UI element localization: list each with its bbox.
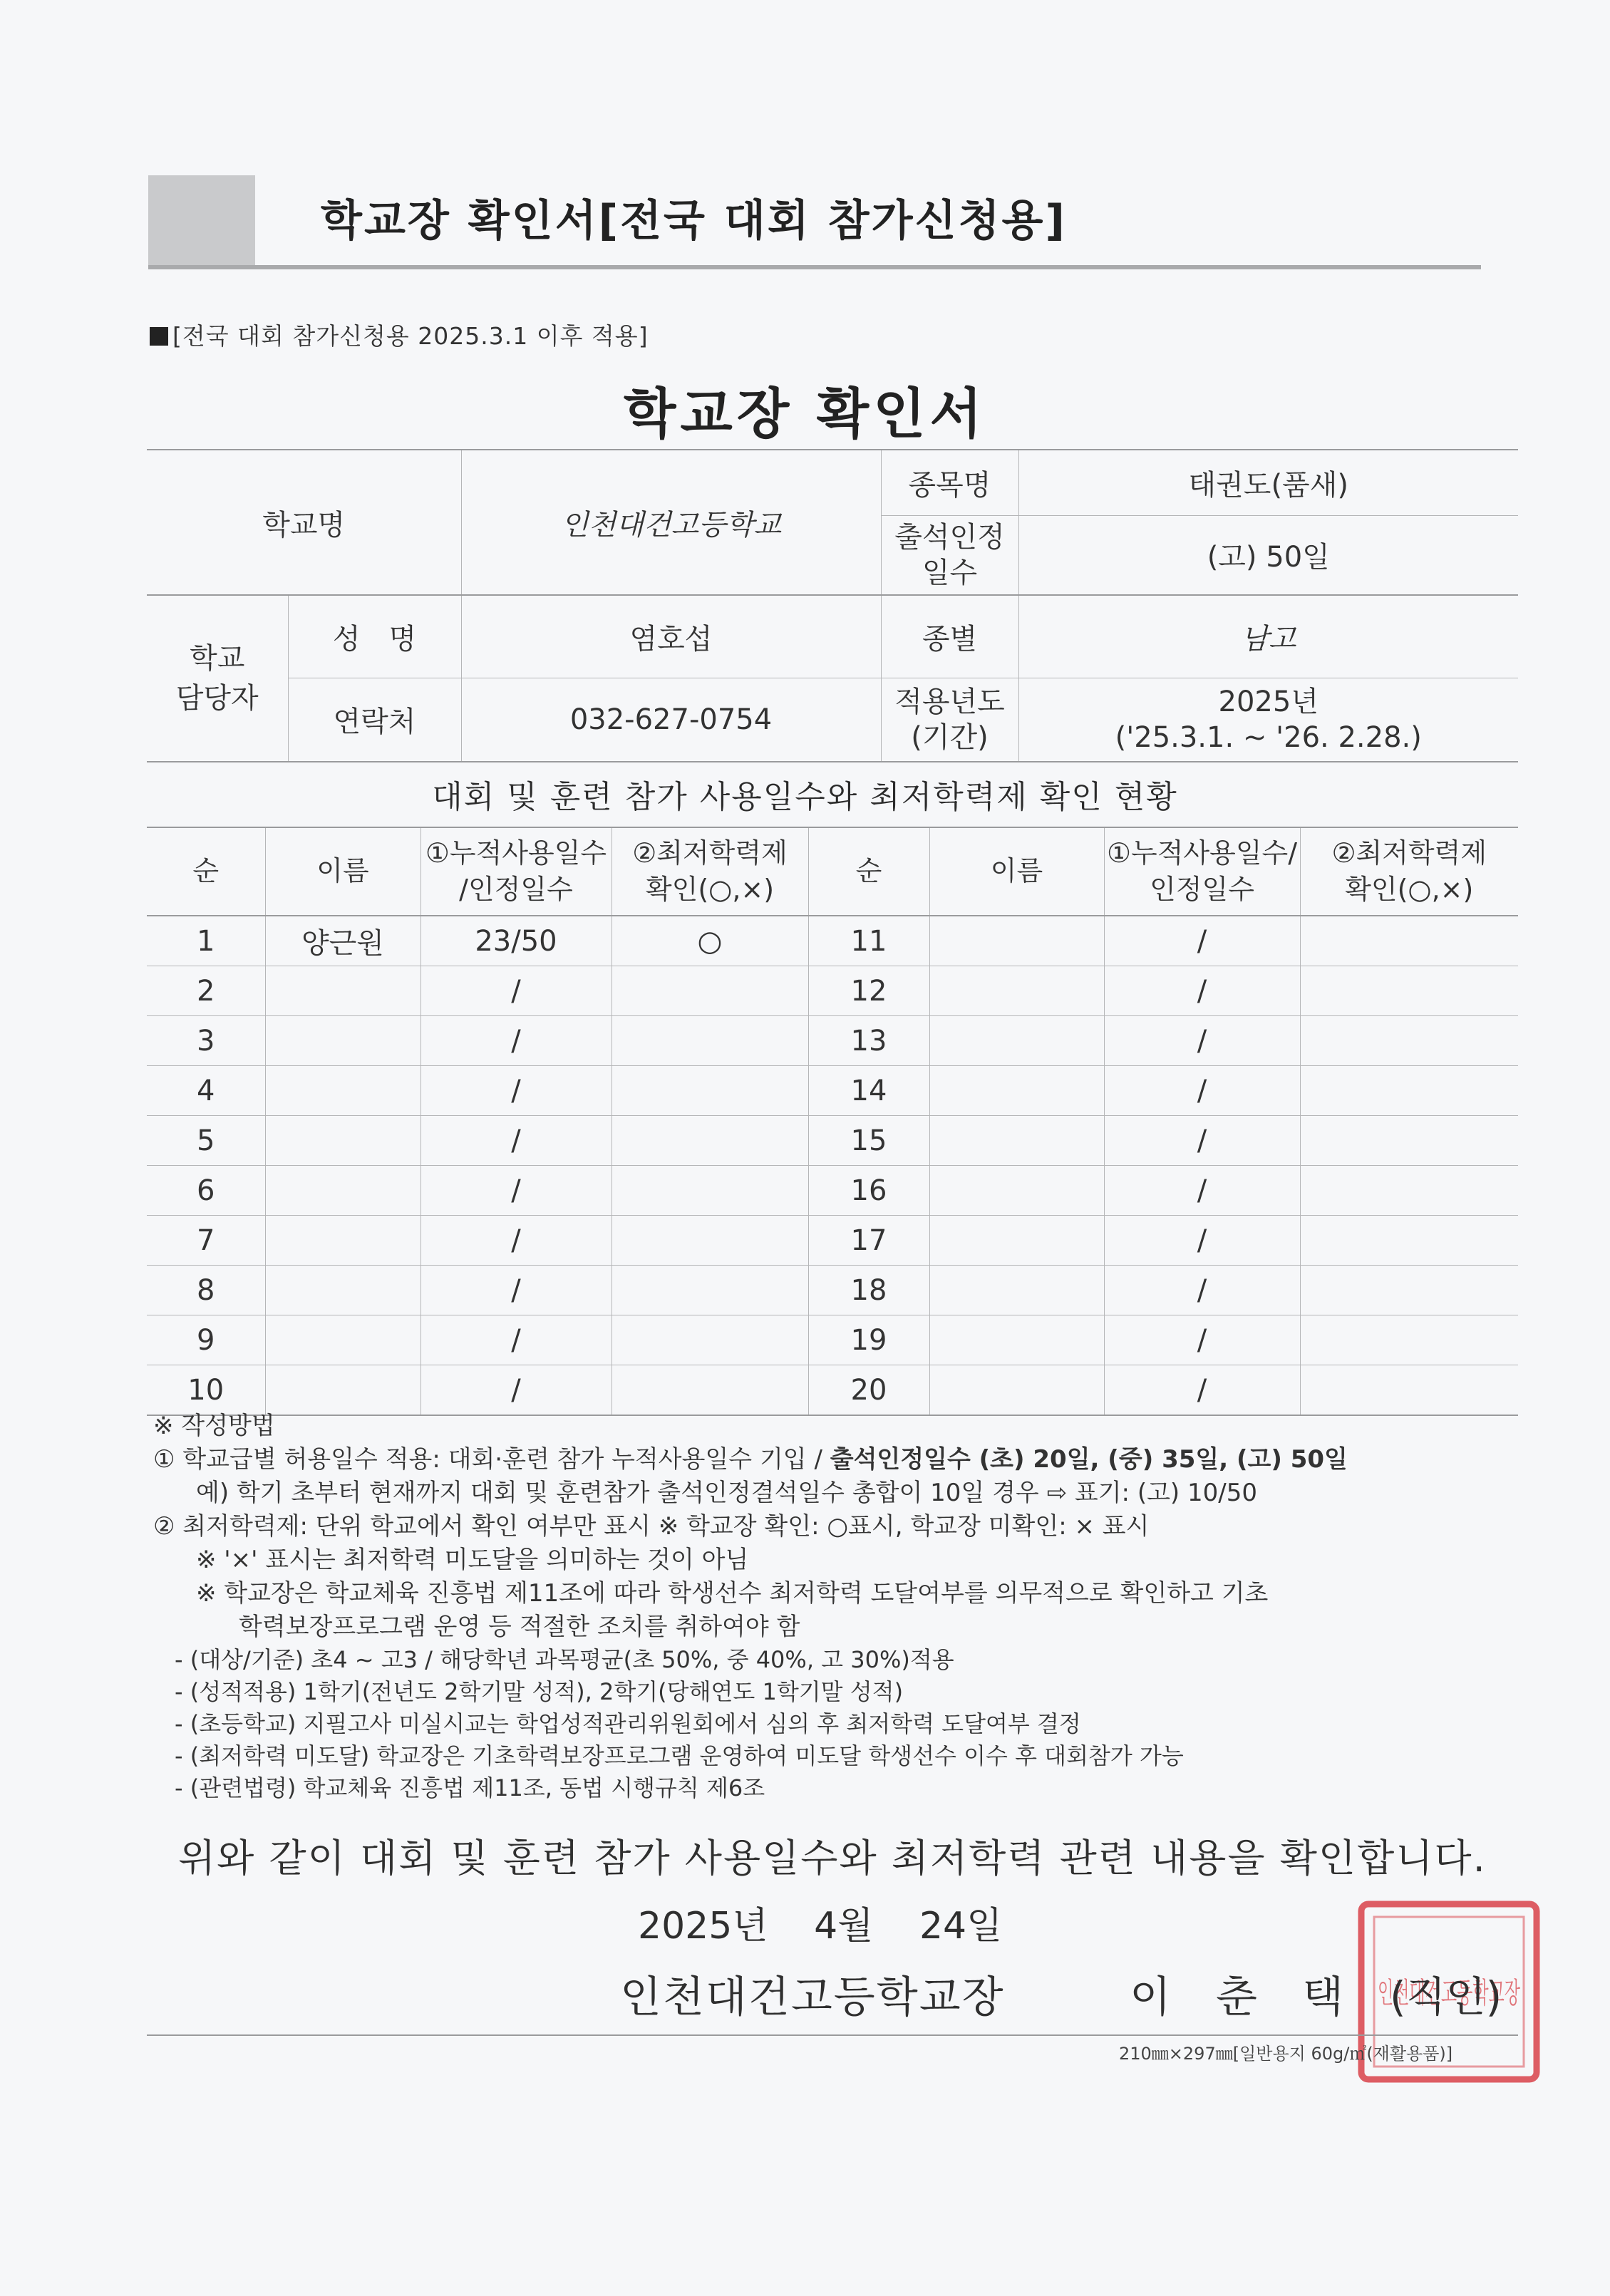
phone-value: 032-627-0754 bbox=[461, 678, 881, 762]
row-no: 4 bbox=[147, 1066, 265, 1116]
row-days-2: / bbox=[1104, 966, 1300, 1016]
notes-heading: ※ 작성방법 bbox=[153, 1412, 275, 1440]
col-days-2: ①누적사용일수/ 인정일수 bbox=[1104, 827, 1300, 916]
row-no: 8 bbox=[147, 1266, 265, 1315]
note-1-bold: 출석인정일수 (초) 20일, (중) 35일, (고) 50일 bbox=[830, 1445, 1348, 1474]
detail-5: - (관련법령) 학교체육 진흥법 제11조, 동법 시행규칙 제6조 bbox=[175, 1774, 765, 1801]
row-check-2 bbox=[1300, 1315, 1518, 1365]
row-name-2 bbox=[929, 1016, 1104, 1066]
participant-table bbox=[147, 827, 1518, 1416]
row-days-2: / bbox=[1104, 1166, 1300, 1216]
row-name-2 bbox=[929, 1166, 1104, 1216]
table-row bbox=[147, 1166, 1518, 1216]
table-row bbox=[147, 1016, 1518, 1066]
row-no: 5 bbox=[147, 1116, 265, 1166]
row-no-2: 11 bbox=[808, 916, 929, 966]
row-name bbox=[265, 966, 420, 1016]
row-no-2: 16 bbox=[808, 1166, 929, 1216]
row-no: 1 bbox=[147, 916, 265, 966]
col-no: 순 bbox=[147, 827, 265, 916]
row-check bbox=[612, 966, 808, 1016]
row-name-2 bbox=[929, 1216, 1104, 1266]
table-row bbox=[147, 1066, 1518, 1116]
row-days: / bbox=[420, 1066, 612, 1116]
row-days-2: / bbox=[1104, 916, 1300, 966]
event-value: 태권도(품새) bbox=[1018, 450, 1518, 515]
row-name bbox=[265, 1216, 420, 1266]
apply-note-text: [전국 대회 참가신청용 2025.3.1 이후 적용] bbox=[172, 322, 649, 350]
note-4-cont: 학력보장프로그램 운영 등 적절한 조치를 취하여야 함 bbox=[239, 1613, 800, 1641]
note-1 bbox=[153, 1443, 1507, 1477]
signer-title: 인천대건고등학교장 bbox=[620, 1972, 1005, 2022]
row-check-2 bbox=[1300, 1216, 1518, 1266]
row-check bbox=[612, 1066, 808, 1116]
instructions bbox=[153, 1410, 1507, 1804]
row-no-2: 18 bbox=[808, 1266, 929, 1315]
row-name-2 bbox=[929, 1365, 1104, 1416]
table-row bbox=[147, 1266, 1518, 1315]
row-name bbox=[265, 1266, 420, 1315]
row-check bbox=[612, 1216, 808, 1266]
note-1-example: 예) 학기 초부터 현재까지 대회 및 훈련참가 출석인정결석일수 총합이 10일 경우 ⇨ 표기: (고) 10/50 bbox=[196, 1479, 1257, 1507]
header-gray-block bbox=[148, 175, 255, 267]
row-name-2 bbox=[929, 1266, 1104, 1315]
row-days: / bbox=[420, 1166, 612, 1216]
paper-spec: 210㎜×297㎜[일반용지 60g/㎡(재활용품)] bbox=[1119, 2044, 1453, 2064]
row-name bbox=[265, 1066, 420, 1116]
row-days: / bbox=[420, 1315, 612, 1365]
note-2: ② 최저학력제: 단위 학교에서 확인 여부만 표시 ※ 학교장 확인: ○표시, 학교장 미확인: × 표시 bbox=[153, 1512, 1150, 1541]
col-name: 이름 bbox=[265, 827, 420, 916]
name-value: 염호섭 bbox=[461, 595, 881, 678]
year-label: 적용년도 (기간) bbox=[881, 678, 1018, 762]
row-no-2: 17 bbox=[808, 1216, 929, 1266]
row-name-2 bbox=[929, 966, 1104, 1016]
col-days: ①누적사용일수 /인정일수 bbox=[420, 827, 612, 916]
row-check-2 bbox=[1300, 1116, 1518, 1166]
school-label: 학교명 bbox=[147, 450, 461, 595]
type-value: 남고 bbox=[1018, 595, 1518, 678]
row-days: / bbox=[420, 1365, 612, 1416]
note-3: ※ '×' 표시는 최저학력 미도달을 의미하는 것이 아님 bbox=[196, 1546, 749, 1574]
type-label: 종별 bbox=[881, 595, 1018, 678]
detail-3: - (초등학교) 지필고사 미실시교는 학업성적관리위원회에서 심의 후 최저학력 도달여부 결정 bbox=[175, 1710, 1081, 1737]
year-value: 2025년 ('25.3.1. ~ '26. 2.28.) bbox=[1018, 678, 1518, 762]
row-name bbox=[265, 1365, 420, 1416]
col-no-2: 순 bbox=[808, 827, 929, 916]
row-check-2 bbox=[1300, 1365, 1518, 1416]
col-name-2: 이름 bbox=[929, 827, 1104, 916]
col-check-2: ②최저학력제 확인(○,×) bbox=[1300, 827, 1518, 916]
row-no-2: 12 bbox=[808, 966, 929, 1016]
principal-name: 이 춘 택 bbox=[1130, 1972, 1360, 2022]
confirm-statement: 위와 같이 대회 및 훈련 참가 사용일수와 최저학력 관련 내용을 확인합니다. bbox=[178, 1836, 1487, 1881]
row-no: 3 bbox=[147, 1016, 265, 1066]
row-check bbox=[612, 1266, 808, 1315]
table-row bbox=[147, 1315, 1518, 1365]
row-no: 2 bbox=[147, 966, 265, 1016]
phone-label: 연락처 bbox=[288, 678, 461, 762]
row-days: / bbox=[420, 1216, 612, 1266]
row-name-2 bbox=[929, 916, 1104, 966]
row-no: 10 bbox=[147, 1365, 265, 1416]
row-name-2 bbox=[929, 1315, 1104, 1365]
row-no-2: 15 bbox=[808, 1116, 929, 1166]
row-check-2 bbox=[1300, 966, 1518, 1016]
attendance-value: (고) 50일 bbox=[1018, 515, 1518, 595]
row-check-2 bbox=[1300, 1166, 1518, 1216]
issue-date: 2025년 4월 24일 bbox=[638, 1905, 1003, 1948]
contact-group-label: 학교 담당자 bbox=[147, 595, 288, 762]
row-no-2: 19 bbox=[808, 1315, 929, 1365]
row-name bbox=[265, 1116, 420, 1166]
row-name bbox=[265, 1166, 420, 1216]
row-days: 23/50 bbox=[420, 916, 612, 966]
row-check bbox=[612, 1016, 808, 1066]
note-1-text: ① 학교급별 허용일수 적용: 대회·훈련 참가 누적사용일수 기입 / bbox=[153, 1445, 830, 1474]
row-days: / bbox=[420, 1116, 612, 1166]
event-label: 종목명 bbox=[881, 450, 1018, 515]
seal-label: (직인) bbox=[1390, 1972, 1502, 2021]
row-name bbox=[265, 1016, 420, 1066]
row-check-2 bbox=[1300, 916, 1518, 966]
row-no: 7 bbox=[147, 1216, 265, 1266]
form-header-title: 학교장 확인서[전국 대회 참가신청용] bbox=[321, 196, 1067, 246]
row-no-2: 14 bbox=[808, 1066, 929, 1116]
row-days-2: / bbox=[1104, 1016, 1300, 1066]
row-days: / bbox=[420, 966, 612, 1016]
row-check-2 bbox=[1300, 1066, 1518, 1116]
row-days-2: / bbox=[1104, 1266, 1300, 1315]
row-no: 6 bbox=[147, 1166, 265, 1216]
row-check bbox=[612, 1365, 808, 1416]
row-check bbox=[612, 1315, 808, 1365]
row-days-2: / bbox=[1104, 1116, 1300, 1166]
table-row bbox=[147, 1216, 1518, 1266]
row-days-2: / bbox=[1104, 1315, 1300, 1365]
header-divider bbox=[148, 265, 1481, 269]
row-days-2: / bbox=[1104, 1216, 1300, 1266]
detail-4: - (최저학력 미도달) 학교장은 기초학력보장프로그램 운영하여 미도달 학생선수 이수 후 대회참가 가능 bbox=[175, 1742, 1184, 1769]
row-check bbox=[612, 1166, 808, 1216]
table-row bbox=[147, 966, 1518, 1016]
black-square-icon bbox=[150, 327, 168, 346]
row-days-2: / bbox=[1104, 1066, 1300, 1116]
row-name-2 bbox=[929, 1066, 1104, 1116]
name-label: 성 명 bbox=[288, 595, 461, 678]
school-value: 인천대건고등학교 bbox=[461, 450, 881, 595]
row-days-2: / bbox=[1104, 1365, 1300, 1416]
table-row bbox=[147, 1365, 1518, 1416]
col-check: ②최저학력제 확인(○,×) bbox=[612, 827, 808, 916]
row-check-2 bbox=[1300, 1016, 1518, 1066]
row-no-2: 20 bbox=[808, 1365, 929, 1416]
list-title: 대회 및 훈련 참가 사용일수와 최저학력제 확인 현황 bbox=[432, 779, 1178, 815]
document-title: 학교장 확인서 bbox=[624, 382, 986, 445]
table-row bbox=[147, 916, 1518, 966]
detail-1: - (대상/기준) 초4 ~ 고3 / 해당학년 과목평균(초 50%, 중 40%, 고 30%)적용 bbox=[175, 1646, 954, 1673]
row-check bbox=[612, 1116, 808, 1166]
table-row bbox=[147, 1116, 1518, 1166]
detail-2: - (성적적용) 1학기(전년도 2학기말 성적), 2학기(당해연도 1학기말 성적) bbox=[175, 1678, 904, 1705]
row-no: 9 bbox=[147, 1315, 265, 1365]
row-days: / bbox=[420, 1016, 612, 1066]
row-name: 양근원 bbox=[265, 916, 420, 966]
stamp-text: 인천대건고등학교장 bbox=[1378, 1977, 1521, 2010]
apply-note bbox=[150, 318, 649, 351]
row-name-2 bbox=[929, 1116, 1104, 1166]
info-table bbox=[147, 449, 1518, 762]
row-days: / bbox=[420, 1266, 612, 1315]
row-check: ○ bbox=[612, 916, 808, 966]
row-check-2 bbox=[1300, 1266, 1518, 1315]
attendance-label: 출석인정 일수 bbox=[881, 515, 1018, 595]
note-4: ※ 학교장은 학교체육 진흥법 제11조에 따라 학생선수 최저학력 도달여부를 의무적으로 확인하고 기초 bbox=[196, 1579, 1269, 1608]
row-name bbox=[265, 1315, 420, 1365]
row-no-2: 13 bbox=[808, 1016, 929, 1066]
footer-divider bbox=[147, 2034, 1518, 2036]
